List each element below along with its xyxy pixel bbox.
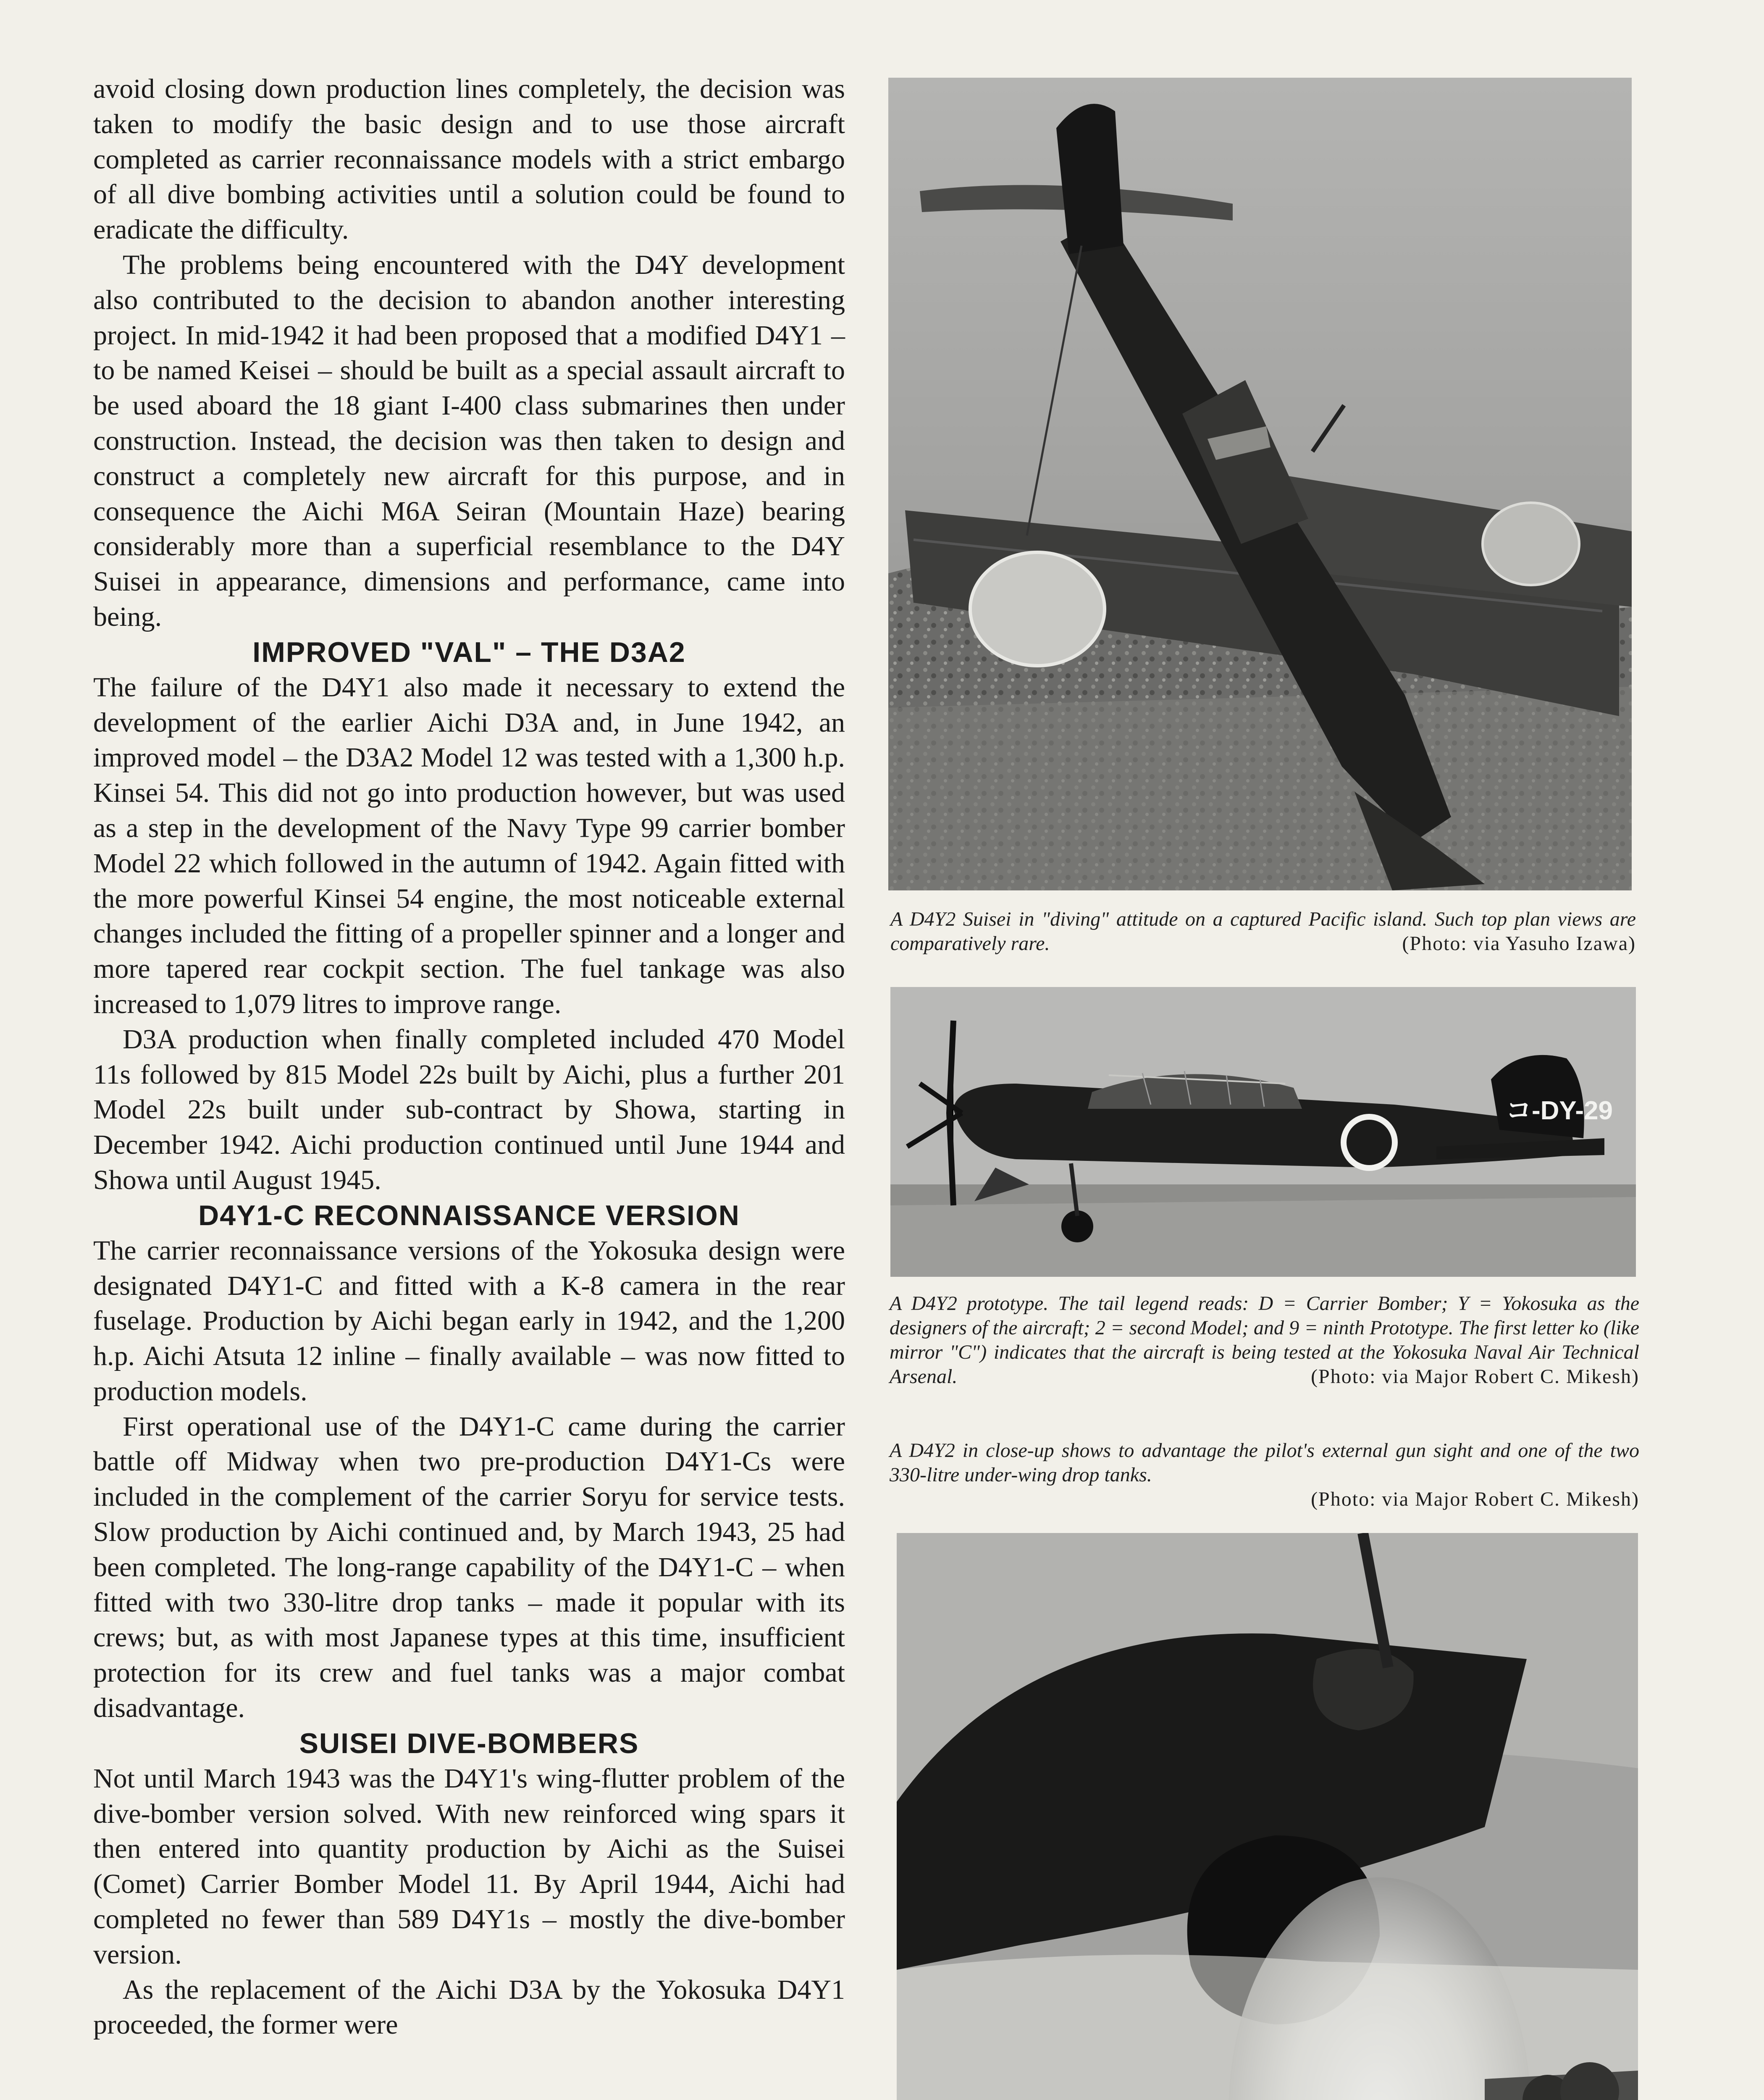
- section-heading-improved-val: IMPROVED "VAL" – THE D3A2: [252, 636, 686, 668]
- paragraph-1: avoid closing down production lines completely, the decision was taken to modify the basic design and to use those aircraft completed as carrier reconnaissance models with a strict embargo of all dive bombing activities until a solution could be found to eradicate the difficulty.: [93, 74, 845, 245]
- caption-1-text: A D4Y2 Suisei in "diving" attitude on a captured Pacific island. Such top plan views are comparatively rare.: [890, 908, 1636, 955]
- caption-photo-2: [890, 1292, 1639, 1389]
- paragraph-8: As the replacement of the Aichi D3A by the Yokosuka D4Y1 proceeded, the former were: [93, 1974, 845, 2040]
- section-heading-reconnaissance: D4Y1-C RECONNAISSANCE VERSION: [198, 1199, 740, 1231]
- paragraph-3: The failure of the D4Y1 also made it necessary to extend the development of the earlier Aichi D3A and, in June 1942, an improved model – the D3A2 Model 12 was tested with a 1,300 h.p. Kinsei 54. This did not go into production however, but was used as a step in the development of the Navy Type 99 carrier bomber Model 22 which followed in the autumn of 1942. Again fitted with the more powerful Kinsei 54 engine, the most noticeable external changes included the fitting of a propeller spinner and a longer and more tapered rear cockpit section. The fuel tankage was also increased to 1,079 litres to improve range.: [93, 672, 845, 1019]
- photo-close-up: [897, 1533, 1638, 2100]
- paragraph-2: The problems being encountered with the D4Y development also contributed to the decision to abandon another interesting project. In mid-1942 it had been proposed that a modified D4Y1 – to be named Keisei – should be built as a special assault aircraft to be used aboard the 18 giant I-400 class submarines then under construction. Instead, the decision was then taken to design and construct a completely new aircraft for this purpose, and in consequence the Aichi M6A Seiran (Mountain Haze) bearing considerably more than a superficial resemblance to the D4Y Suisei in appearance, dimensions and performance, came into being.: [93, 249, 845, 632]
- caption-photo-1: [890, 907, 1636, 956]
- tail-legend: コ-DY-29: [1506, 1096, 1613, 1125]
- caption-3-credit: (Photo: via Major Robert C. Mikesh): [1311, 1488, 1639, 1510]
- paragraph-7: Not until March 1943 was the D4Y1's wing-flutter problem of the dive-bomber version solved. With new reinforced wing spars it then entered into quantity production by Aichi as the Suisei (Comet) Carrier Bomber Model 11. By April 1944, Aichi had completed no fewer than 589 D4Y1s – mostly the dive-bomber version.: [93, 1763, 845, 1970]
- paragraph-6: First operational use of the D4Y1-C came during the carrier battle off Midway when two pre-production D4Y1-Cs were included in the complement of the carrier Soryu for service tests. Slow production by Aichi continued and, by March 1943, 25 had been completed. The long-range capability of the D4Y1-C – when fitted with two 330-litre drop tanks – made it popular with its crews; but, as with most Japanese types at this time, insufficient protection for its crew and fuel tanks was a major combat disadvantage.: [93, 1411, 845, 1724]
- caption-2-credit: (Photo: via Major Robert C. Mikesh): [1311, 1365, 1639, 1388]
- photo-diving-aircraft: [888, 78, 1632, 890]
- caption-2-text: A D4Y2 prototype. The tail legend reads: D = Carrier Bomber; Y = Yokosuka as the designers of the aircraft; 2 = second Model; and 9 = ninth Prototype. The first letter ko (like mirror "C") indicates that the aircraft is being tested at the Yokosuka Naval Air Technical Arsenal.: [890, 1292, 1639, 1388]
- caption-3-text: A D4Y2 in close-up shows to advantage the pilot's external gun sight and one of the two 330-litre under-wing drop tanks.: [890, 1439, 1639, 1486]
- photo-diving-aircraft-illustration: [888, 78, 1632, 890]
- photo-close-up-illustration: [897, 1533, 1638, 2100]
- photo-prototype-illustration: [890, 987, 1636, 1277]
- section-heading-dive-bombers: SUISEI DIVE-BOMBERS: [299, 1727, 639, 1759]
- paragraph-5: The carrier reconnaissance versions of the Yokosuka design were designated D4Y1-C and fitted with a K-8 camera in the rear fuselage. Production by Aichi began early in 1942, and the 1,200 h.p. Aichi Atsuta 12 inline – finally available – was now fitted to production models.: [93, 1235, 845, 1407]
- caption-1-credit: (Photo: via Yasuho Izawa): [1402, 932, 1636, 955]
- paragraph-4: D3A production when finally completed included 470 Model 11s followed by 815 Model 22s built by Aichi, plus a further 201 Model 22s built under sub-contract by Showa, starting in December 1942. Aichi production continued until June 1944 and Showa until August 1945.: [93, 1024, 845, 1195]
- caption-photo-3: [890, 1438, 1639, 1512]
- main-text-column: [93, 71, 845, 2042]
- photo-prototype-side-view: [890, 987, 1636, 1277]
